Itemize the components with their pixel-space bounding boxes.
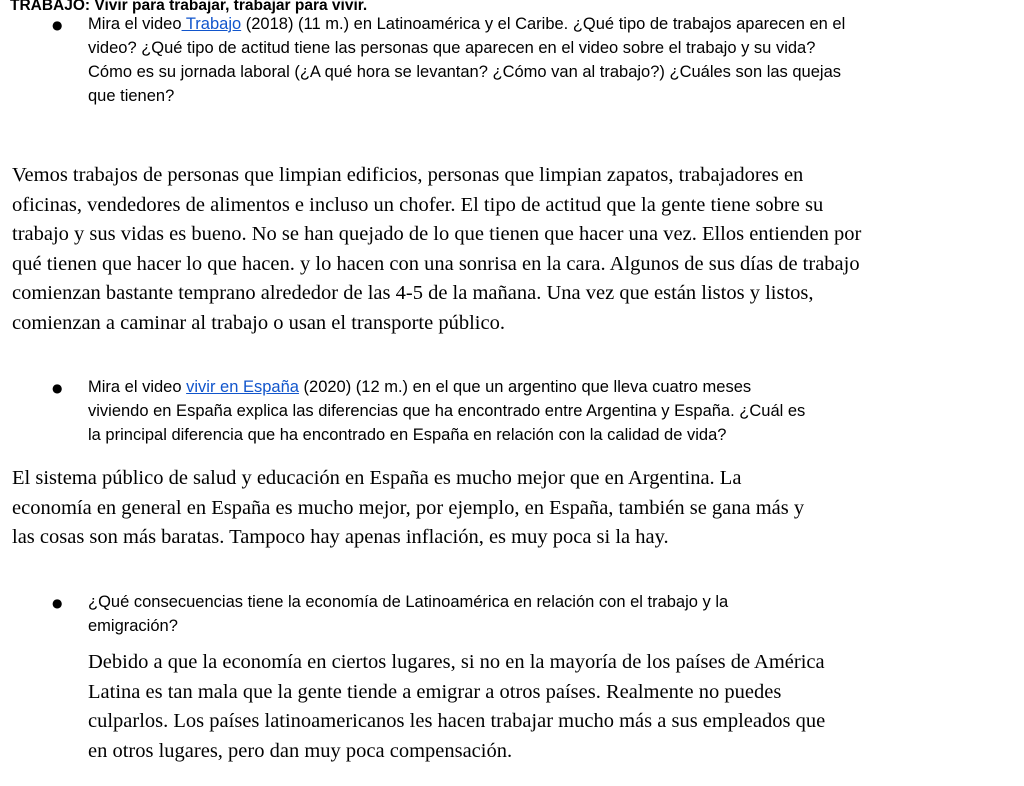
question-2-prefix: Mira el video: [88, 378, 187, 396]
question-1-line-1: [88, 12, 1024, 36]
question-3: [88, 590, 1024, 638]
answer-2-line-3: las cosas son más baratas. Tampoco hay apenas inflación, es muy poca si la hay.: [12, 526, 669, 548]
answer-1-line-5: comienzan bastante temprano alrededor de las 4-5 de la mañana. Una vez que están listos y listos,: [12, 282, 814, 304]
answer-3-line-1: Debido a que la economía en ciertos lugares, si no en la mayoría de los países de América: [88, 651, 825, 673]
answer-1: [12, 161, 1024, 338]
answer-1-line-3: trabajo y sus vidas es bueno. No se han quejado de lo que tienen que hacer una vez. Ellos entienden por: [12, 223, 862, 245]
answer-3-line-4: en otros lugares, pero dan muy poca compensación.: [88, 739, 513, 762]
answer-2: [12, 464, 1024, 553]
answer-3: [88, 648, 1024, 766]
answer-1-line-6: comienzan a caminar al trabajo o usan el transporte público.: [12, 311, 505, 334]
question-3-line-1: ¿Qué consecuencias tiene la economía de Latinoamérica en relación con el trabajo y la: [88, 593, 729, 611]
answer-1-line-2: oficinas, vendedores de alimentos e incluso un chofer. El tipo de actitud que la gente tiene sobre su: [12, 193, 824, 216]
bullet-3: ●: [52, 596, 63, 610]
bullet-2: ●: [52, 381, 63, 395]
question-1: [88, 12, 1024, 108]
question-1-line-3: Cómo es su jornada laboral (¿A qué hora se levantan? ¿Cómo van al trabajo?) ¿Cuáles son las quejas: [88, 63, 841, 81]
answer-3-line-2: Latina es tan mala que la gente tiende a emigrar a otros países. Realmente no puedes: [88, 680, 782, 703]
question-2-line-2: viviendo en España explica las diferencias que ha encontrado entre Argentina y España. ¿Cuál es: [88, 402, 806, 420]
question-1-line-4: que tienen?: [88, 87, 175, 105]
answer-2-line-1: El sistema público de salud y educación en España es mucho mejor que en Argentina. La: [12, 467, 742, 489]
question-1-line-2: video? ¿Qué tipo de actitud tiene las personas que aparecen en el video sobre el trabajo y su vida?: [88, 39, 816, 57]
question-2-line-1: [88, 375, 1024, 399]
trabajo-video-link[interactable]: Trabajo: [181, 15, 242, 33]
vivir-en-espana-video-link[interactable]: vivir en España: [186, 378, 299, 396]
question-3-line-2: emigración?: [88, 617, 178, 635]
answer-1-line-1: Vemos trabajos de personas que limpian edificios, personas que limpian zapatos, trabajadores en: [12, 164, 804, 186]
answer-3-line-3: culparlos. Los países latinoamericanos les hacen trabajar mucho más a sus empleados que: [88, 710, 826, 732]
question-2-line-1-rest: (2020) (12 m.) en el que un argentino que lleva cuatro meses: [298, 378, 752, 396]
document-heading: TRABAJO: Vivir para trabajar, trabajar para vivir.: [10, 0, 368, 14]
bullet-1: ●: [52, 18, 63, 32]
question-1-prefix: Mira el video: [88, 15, 182, 33]
question-1-line-1-rest: (2018) (11 m.) en Latinoamérica y el Caribe. ¿Qué tipo de trabajos aparecen en el: [241, 15, 846, 33]
answer-2-line-2: economía en general en España es mucho mejor, por ejemplo, en España, también se gana más y: [12, 496, 805, 519]
question-2-line-3: la principal diferencia que ha encontrado en España en relación con la calidad de vida?: [88, 426, 727, 444]
answer-1-line-4: qué tienen que hacer lo que hacen. y lo hacen con una sonrisa en la cara. Algunos de sus días de trabajo: [12, 252, 860, 275]
question-2: [88, 375, 1024, 447]
